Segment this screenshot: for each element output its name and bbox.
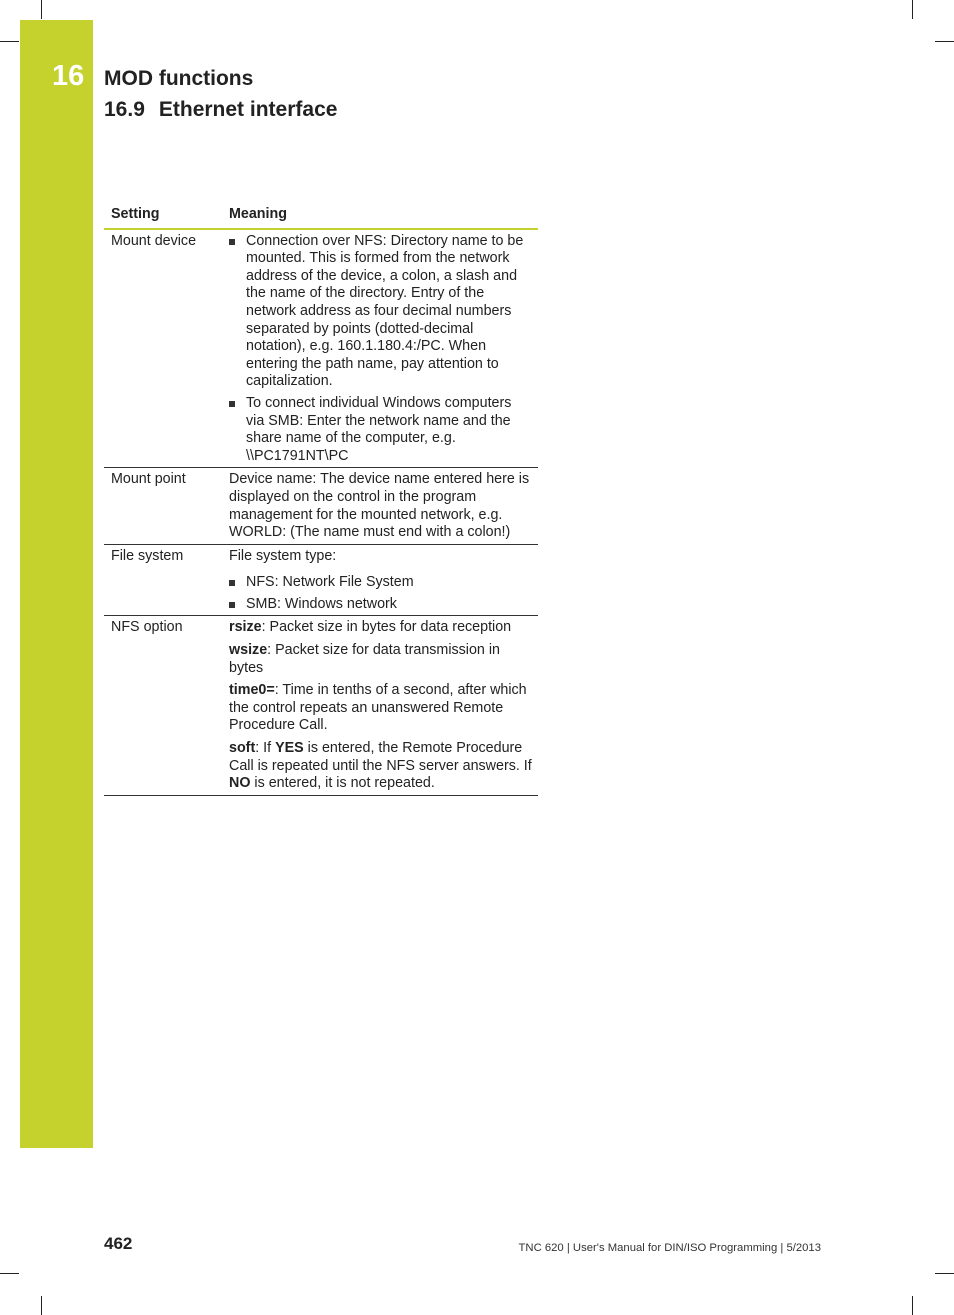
meaning-cell: Device name: The device name entered here is displayed on the control in the program management for the mounted network, e.g. WORLD: (The name must end with a colon!): [229, 471, 530, 541]
table-row-nfs-option: [104, 616, 538, 795]
crop-mark: [935, 1273, 954, 1274]
setting-cell: NFS option: [111, 619, 183, 636]
chapter-title: MOD functions: [104, 67, 254, 90]
wsize-paragraph: wsize: Packet size for data transmission in bytes: [229, 642, 500, 676]
column-header-meaning: Meaning: [229, 206, 287, 222]
rsize-paragraph: rsize: Packet size in bytes for data reception: [229, 619, 512, 636]
bullet-square-icon: [229, 401, 235, 407]
section-number: 16.9: [104, 98, 145, 121]
crop-mark: [41, 1296, 42, 1315]
crop-mark: [0, 1273, 19, 1274]
soft-paragraph: soft: If YES is entered, the Remote Procedure Call is repeated until the NFS server answers. If NO is entered, it is not repeated.: [229, 740, 532, 792]
list-item: Connection over NFS: Directory name to be mounted. This is formed from the network address of the device, a colon, a slash and the name of the directory. Entry of the network address as four decimal numbers separated by points (dotted-decimal notation), e.g. 160.1.180.4:/PC. When entering the path name, pay attention to capitalization.: [229, 233, 532, 391]
list-item: To connect individual Windows computers via SMB: Enter the network name and the share name of the computer, e.g. \\PC1791NT\PC: [229, 395, 532, 465]
chapter-sidebar: [20, 20, 93, 1148]
page-number: 462: [104, 1234, 133, 1253]
setting-cell: Mount device: [111, 232, 197, 249]
list-item: SMB: Windows network: [229, 596, 532, 614]
list-item: NFS: Network File System: [229, 574, 532, 592]
meaning-cell: [222, 233, 538, 466]
manual-info: TNC 620 | User's Manual for DIN/ISO Programming | 5/2013: [518, 1242, 821, 1254]
meaning-cell: [222, 548, 538, 614]
bullet-square-icon: [229, 580, 235, 586]
setting-cell: File system: [111, 547, 184, 564]
crop-mark: [0, 41, 19, 42]
table-row-mount-device: [104, 230, 538, 469]
table-header: [104, 206, 538, 230]
section-title: [104, 98, 337, 122]
setting-cell: Mount point: [111, 471, 186, 488]
crop-mark: [912, 0, 913, 19]
column-header-setting: Setting: [111, 206, 160, 222]
crop-mark: [41, 0, 42, 19]
table-row-mount-point: [104, 468, 538, 544]
crop-mark: [935, 41, 954, 42]
file-system-intro: File system type:: [229, 547, 337, 564]
settings-table: [104, 206, 538, 796]
time0-paragraph: time0=: Time in tenths of a second, after which the control repeats an unanswered Remote Procedure Call.: [229, 682, 527, 734]
bullet-square-icon: [229, 602, 235, 608]
section-name: Ethernet interface: [158, 98, 338, 121]
meaning-cell: [222, 619, 538, 792]
crop-mark: [912, 1296, 913, 1315]
bullet-square-icon: [229, 239, 235, 245]
chapter-number: 16: [52, 60, 85, 92]
table-row-file-system: [104, 545, 538, 617]
